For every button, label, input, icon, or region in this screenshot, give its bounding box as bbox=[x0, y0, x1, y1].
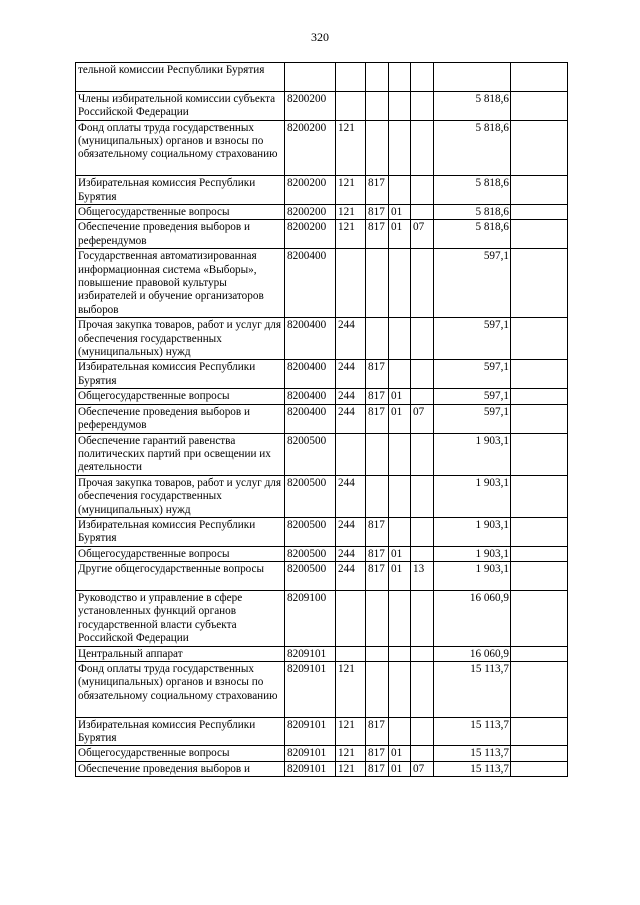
cell-amount: 1 903,1 bbox=[434, 517, 511, 546]
cell-target-code: 8209101 bbox=[285, 646, 336, 661]
cell-amount: 15 113,7 bbox=[434, 662, 511, 718]
cell-administrator bbox=[366, 91, 389, 120]
cell-empty bbox=[511, 662, 568, 718]
cell-empty bbox=[511, 562, 568, 591]
cell-empty bbox=[511, 517, 568, 546]
cell-name: Избирательная комиссия Республики Бурятия bbox=[76, 717, 285, 746]
cell-subsection bbox=[411, 120, 434, 176]
cell-target-code: 8209100 bbox=[285, 590, 336, 646]
cell-empty bbox=[511, 433, 568, 475]
cell-name: Прочая закупка товаров, работ и услуг для обеспечения государственных (муниципальных) нужд bbox=[76, 318, 285, 360]
cell-expense-type: 244 bbox=[336, 517, 366, 546]
cell-expense-type: 121 bbox=[336, 176, 366, 205]
cell-target-code: 8200400 bbox=[285, 404, 336, 433]
cell-amount: 597,1 bbox=[434, 249, 511, 318]
cell-target-code: 8200500 bbox=[285, 546, 336, 561]
table-row bbox=[76, 120, 568, 176]
table-row bbox=[76, 761, 568, 776]
cell-expense-type: 121 bbox=[336, 220, 366, 249]
cell-expense-type: 244 bbox=[336, 475, 366, 517]
cell-section: 01 bbox=[389, 761, 411, 776]
cell-administrator bbox=[366, 63, 389, 92]
cell-name: Другие общегосударственные вопросы bbox=[76, 562, 285, 591]
cell-expense-type bbox=[336, 249, 366, 318]
cell-administrator bbox=[366, 662, 389, 718]
table-row bbox=[76, 389, 568, 404]
cell-target-code: 8200200 bbox=[285, 205, 336, 220]
cell-subsection bbox=[411, 646, 434, 661]
cell-target-code: 8200500 bbox=[285, 517, 336, 546]
cell-expense-type: 121 bbox=[336, 717, 366, 746]
cell-empty bbox=[511, 120, 568, 176]
table-row bbox=[76, 662, 568, 718]
cell-name: Члены избирательной комиссии субъекта Российской Федерации bbox=[76, 91, 285, 120]
cell-name: Обеспечение проведения выборов и референдумов bbox=[76, 220, 285, 249]
cell-administrator: 817 bbox=[366, 746, 389, 761]
cell-subsection bbox=[411, 389, 434, 404]
cell-name: тельной комиссии Республики Бурятия bbox=[76, 63, 285, 92]
cell-subsection bbox=[411, 249, 434, 318]
cell-name: Руководство и управление в сфере установленных функций органов государственной власти субъекта Российской Федерации bbox=[76, 590, 285, 646]
cell-subsection bbox=[411, 517, 434, 546]
table-row bbox=[76, 91, 568, 120]
cell-name: Общегосударственные вопросы bbox=[76, 746, 285, 761]
cell-administrator bbox=[366, 646, 389, 661]
cell-section bbox=[389, 433, 411, 475]
cell-administrator bbox=[366, 120, 389, 176]
cell-expense-type: 121 bbox=[336, 120, 366, 176]
cell-amount: 16 060,9 bbox=[434, 590, 511, 646]
cell-name: Прочая закупка товаров, работ и услуг для обеспечения государственных (муниципальных) нужд bbox=[76, 475, 285, 517]
cell-target-code: 8209101 bbox=[285, 746, 336, 761]
cell-target-code: 8200200 bbox=[285, 220, 336, 249]
cell-administrator: 817 bbox=[366, 389, 389, 404]
table-row bbox=[76, 404, 568, 433]
cell-amount: 16 060,9 bbox=[434, 646, 511, 661]
cell-target-code: 8200200 bbox=[285, 91, 336, 120]
cell-subsection bbox=[411, 590, 434, 646]
cell-section: 01 bbox=[389, 220, 411, 249]
table-row bbox=[76, 205, 568, 220]
cell-empty bbox=[511, 249, 568, 318]
cell-empty bbox=[511, 746, 568, 761]
table-row bbox=[76, 746, 568, 761]
cell-target-code: 8200500 bbox=[285, 475, 336, 517]
cell-section bbox=[389, 590, 411, 646]
cell-administrator: 817 bbox=[366, 517, 389, 546]
cell-target-code: 8209101 bbox=[285, 761, 336, 776]
cell-expense-type bbox=[336, 590, 366, 646]
cell-name: Центральный аппарат bbox=[76, 646, 285, 661]
cell-name: Общегосударственные вопросы bbox=[76, 205, 285, 220]
cell-target-code: 8200400 bbox=[285, 360, 336, 389]
table-row bbox=[76, 646, 568, 661]
cell-name: Обеспечение проведения выборов и bbox=[76, 761, 285, 776]
cell-subsection: 07 bbox=[411, 404, 434, 433]
cell-amount: 597,1 bbox=[434, 318, 511, 360]
cell-expense-type: 121 bbox=[336, 761, 366, 776]
cell-expense-type bbox=[336, 646, 366, 661]
cell-subsection bbox=[411, 662, 434, 718]
cell-empty bbox=[511, 176, 568, 205]
cell-section: 01 bbox=[389, 746, 411, 761]
cell-amount: 5 818,6 bbox=[434, 120, 511, 176]
cell-administrator: 817 bbox=[366, 220, 389, 249]
cell-section bbox=[389, 249, 411, 318]
cell-section bbox=[389, 360, 411, 389]
cell-amount: 5 818,6 bbox=[434, 220, 511, 249]
cell-subsection: 13 bbox=[411, 562, 434, 591]
cell-expense-type: 121 bbox=[336, 746, 366, 761]
page-number: 320 bbox=[311, 30, 329, 44]
cell-name: Фонд оплаты труда государственных (муниципальных) органов и взносы по обязательному социальному страхованию bbox=[76, 120, 285, 176]
cell-administrator bbox=[366, 249, 389, 318]
cell-empty bbox=[511, 360, 568, 389]
cell-administrator bbox=[366, 475, 389, 517]
cell-administrator: 817 bbox=[366, 562, 389, 591]
table-row bbox=[76, 176, 568, 205]
cell-subsection bbox=[411, 205, 434, 220]
cell-section bbox=[389, 91, 411, 120]
cell-empty bbox=[511, 205, 568, 220]
cell-section: 01 bbox=[389, 404, 411, 433]
cell-target-code: 8200500 bbox=[285, 433, 336, 475]
cell-empty bbox=[511, 590, 568, 646]
cell-administrator bbox=[366, 318, 389, 360]
cell-amount: 597,1 bbox=[434, 389, 511, 404]
cell-section: 01 bbox=[389, 389, 411, 404]
cell-section bbox=[389, 717, 411, 746]
cell-subsection bbox=[411, 360, 434, 389]
table-row bbox=[76, 318, 568, 360]
table-body bbox=[76, 63, 568, 777]
table-row bbox=[76, 717, 568, 746]
cell-section bbox=[389, 517, 411, 546]
cell-expense-type bbox=[336, 433, 366, 475]
cell-target-code: 8200200 bbox=[285, 176, 336, 205]
cell-empty bbox=[511, 761, 568, 776]
cell-section bbox=[389, 475, 411, 517]
cell-target-code: 8209101 bbox=[285, 662, 336, 718]
cell-expense-type: 244 bbox=[336, 546, 366, 561]
cell-empty bbox=[511, 220, 568, 249]
cell-empty bbox=[511, 404, 568, 433]
cell-empty bbox=[511, 717, 568, 746]
cell-name: Обеспечение гарантий равенства политических партий при освещении их деятельности bbox=[76, 433, 285, 475]
cell-section bbox=[389, 662, 411, 718]
table-row bbox=[76, 546, 568, 561]
cell-section: 01 bbox=[389, 205, 411, 220]
cell-subsection bbox=[411, 176, 434, 205]
cell-amount: 1 903,1 bbox=[434, 546, 511, 561]
cell-section bbox=[389, 120, 411, 176]
cell-empty bbox=[511, 318, 568, 360]
cell-administrator: 817 bbox=[366, 546, 389, 561]
cell-empty bbox=[511, 63, 568, 92]
cell-administrator: 817 bbox=[366, 360, 389, 389]
table-row bbox=[76, 562, 568, 591]
cell-empty bbox=[511, 389, 568, 404]
cell-administrator: 817 bbox=[366, 404, 389, 433]
cell-section bbox=[389, 318, 411, 360]
cell-empty bbox=[511, 546, 568, 561]
cell-name: Общегосударственные вопросы bbox=[76, 546, 285, 561]
cell-amount: 5 818,6 bbox=[434, 91, 511, 120]
cell-amount: 597,1 bbox=[434, 360, 511, 389]
cell-subsection bbox=[411, 63, 434, 92]
cell-subsection bbox=[411, 746, 434, 761]
cell-amount: 15 113,7 bbox=[434, 761, 511, 776]
table-row bbox=[76, 63, 568, 92]
table-row bbox=[76, 517, 568, 546]
cell-target-code: 8200200 bbox=[285, 120, 336, 176]
cell-subsection bbox=[411, 318, 434, 360]
cell-administrator bbox=[366, 433, 389, 475]
cell-amount: 15 113,7 bbox=[434, 746, 511, 761]
cell-section: 01 bbox=[389, 546, 411, 561]
cell-name: Избирательная комиссия Республики Бурятия bbox=[76, 360, 285, 389]
cell-subsection: 07 bbox=[411, 761, 434, 776]
cell-expense-type bbox=[336, 91, 366, 120]
cell-amount bbox=[434, 63, 511, 92]
cell-name: Общегосударственные вопросы bbox=[76, 389, 285, 404]
cell-subsection bbox=[411, 433, 434, 475]
table-row bbox=[76, 360, 568, 389]
cell-name: Обеспечение проведения выборов и референдумов bbox=[76, 404, 285, 433]
cell-expense-type: 244 bbox=[336, 318, 366, 360]
table-row bbox=[76, 475, 568, 517]
cell-subsection bbox=[411, 546, 434, 561]
cell-subsection: 07 bbox=[411, 220, 434, 249]
cell-section bbox=[389, 646, 411, 661]
cell-expense-type: 244 bbox=[336, 360, 366, 389]
cell-subsection bbox=[411, 475, 434, 517]
table-row bbox=[76, 220, 568, 249]
cell-amount: 15 113,7 bbox=[434, 717, 511, 746]
table-row bbox=[76, 249, 568, 318]
cell-expense-type: 244 bbox=[336, 404, 366, 433]
cell-target-code: 8200500 bbox=[285, 562, 336, 591]
cell-target-code: 8200400 bbox=[285, 389, 336, 404]
cell-empty bbox=[511, 91, 568, 120]
cell-amount: 1 903,1 bbox=[434, 433, 511, 475]
cell-administrator: 817 bbox=[366, 205, 389, 220]
cell-expense-type: 244 bbox=[336, 562, 366, 591]
cell-section: 01 bbox=[389, 562, 411, 591]
table-row bbox=[76, 590, 568, 646]
cell-expense-type: 121 bbox=[336, 205, 366, 220]
cell-empty bbox=[511, 646, 568, 661]
cell-administrator bbox=[366, 590, 389, 646]
cell-subsection bbox=[411, 717, 434, 746]
cell-section bbox=[389, 63, 411, 92]
cell-amount: 5 818,6 bbox=[434, 176, 511, 205]
cell-subsection bbox=[411, 91, 434, 120]
cell-administrator: 817 bbox=[366, 176, 389, 205]
cell-name: Фонд оплаты труда государственных (муниципальных) органов и взносы по обязательному социальному страхованию bbox=[76, 662, 285, 718]
cell-expense-type bbox=[336, 63, 366, 92]
budget-table bbox=[75, 62, 568, 777]
cell-name: Государственная автоматизированная информационная система «Выборы», повышение правовой культуры избирателей и обучение организаторов выборов bbox=[76, 249, 285, 318]
cell-target-code bbox=[285, 63, 336, 92]
cell-section bbox=[389, 176, 411, 205]
cell-target-code: 8200400 bbox=[285, 249, 336, 318]
cell-name: Избирательная комиссия Республики Бурятия bbox=[76, 517, 285, 546]
table-row bbox=[76, 433, 568, 475]
cell-administrator: 817 bbox=[366, 717, 389, 746]
cell-empty bbox=[511, 475, 568, 517]
cell-target-code: 8209101 bbox=[285, 717, 336, 746]
cell-target-code: 8200400 bbox=[285, 318, 336, 360]
cell-amount: 597,1 bbox=[434, 404, 511, 433]
cell-amount: 1 903,1 bbox=[434, 562, 511, 591]
cell-administrator: 817 bbox=[366, 761, 389, 776]
cell-expense-type: 121 bbox=[336, 662, 366, 718]
cell-amount: 5 818,6 bbox=[434, 205, 511, 220]
cell-expense-type: 244 bbox=[336, 389, 366, 404]
cell-name: Избирательная комиссия Республики Бурятия bbox=[76, 176, 285, 205]
cell-amount: 1 903,1 bbox=[434, 475, 511, 517]
